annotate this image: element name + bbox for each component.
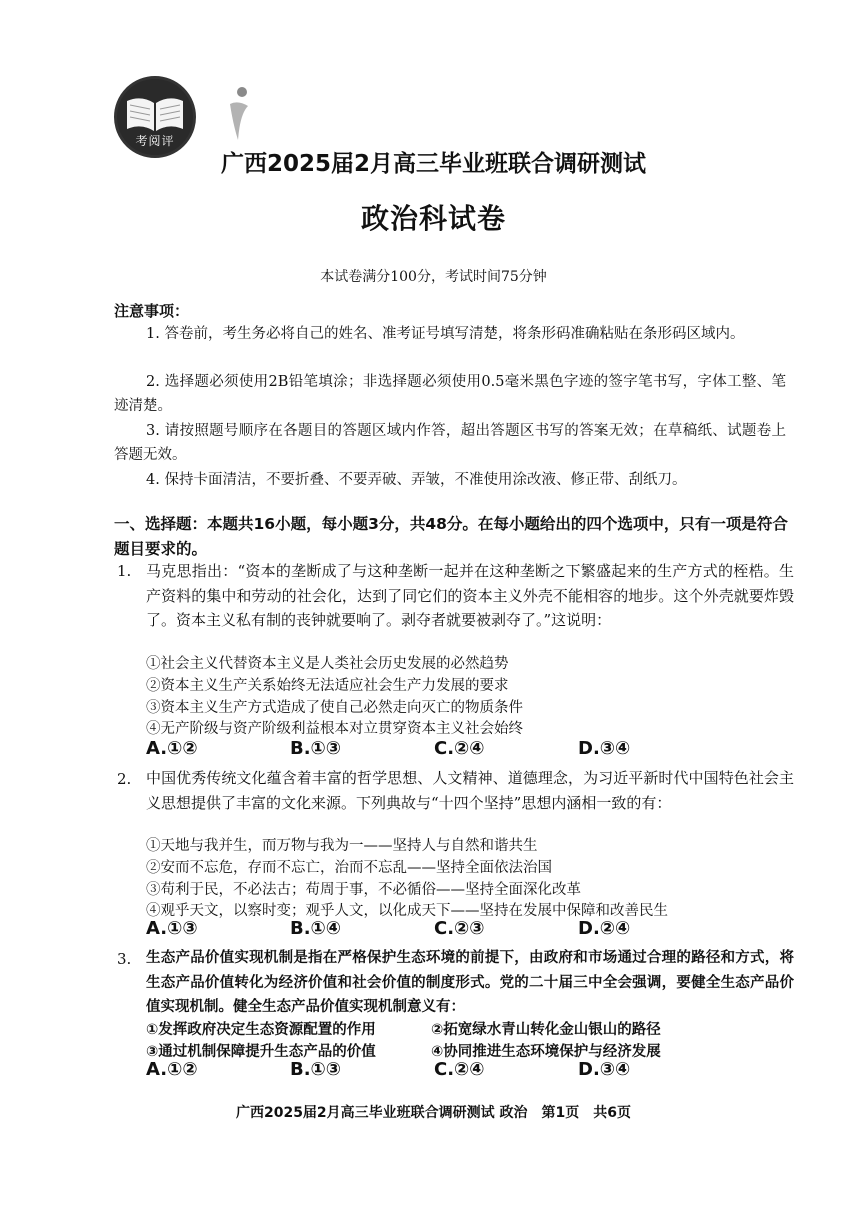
answer-choice-a[interactable]: A.①② <box>146 738 198 759</box>
exam-title: 广西2025届2月高三毕业班联合调研测试 <box>220 151 647 177</box>
question-option: ①社会主义代替资本主义是人类社会历史发展的必然趋势 <box>146 656 509 672</box>
question-option: ③通过机制保障提升生态产品的价值 <box>146 1044 376 1060</box>
question-option: ④协同推进生态环境保护与经济发展 <box>431 1044 661 1060</box>
question-option: ②拓宽绿水青山转化金山银山的路径 <box>431 1022 661 1038</box>
question-option: ②资本主义生产关系始终无法适应社会生产力发展的要求 <box>146 678 509 694</box>
question-option: ④观乎天文，以察时变；观乎人文，以化成天下——坚持在发展中保障和改善民生 <box>146 903 668 919</box>
question-option: ③苟利于民，不必法古；苟周于事，不必循俗——坚持全面深化改革 <box>146 882 581 898</box>
question-stem: 生态产品价值实现机制是指在严格保护生态环境的前提下，由政府和市场通过合理的路径和方式，将生态产品价值转化为经济价值和社会价值的制度形式。党的二十届三中全会强调，要健全生态产品价值实现机制。健全生态产品价值实现机制意义有： <box>146 950 794 1015</box>
question-stem: 马克思指出：“资本的垄断成了与这种垄断一起并在这种垄断之下繁盛起来的生产方式的桎梏。生产资料的集中和劳动的社会化，达到了同它们的资本主义外壳不能相容的地步。这个外壳就要炸毁了。资本主义私有制的丧钟就要响了。剥夺者就要被剥夺了。”这说明： <box>146 562 794 629</box>
logo-text: 考阅评 <box>135 134 175 148</box>
question-option: ④无产阶级与资产阶级利益根本对立贯穿资本主义社会始终 <box>146 721 523 737</box>
exam-info: 本试卷满分100分，考试时间75分钟 <box>320 269 547 285</box>
question-number: 1. <box>117 562 132 580</box>
question-number: 3. <box>117 950 132 968</box>
answer-choice-a[interactable]: A.①② <box>146 1059 198 1080</box>
answer-choice-b[interactable]: B.①④ <box>290 918 342 939</box>
question-option: ②安而不忘危，存而不忘亡，治而不忘乱——坚持全面依法治国 <box>146 860 552 876</box>
answer-choice-c[interactable]: C.②④ <box>434 1059 485 1080</box>
answer-choice-d[interactable]: D.③④ <box>578 1059 631 1080</box>
subject-title: 政治科试卷 <box>360 202 506 235</box>
answer-choice-a[interactable]: A.①③ <box>146 918 198 939</box>
question-option: ①天地与我并生，而万物与我为一——坚持人与自然和谐共生 <box>146 838 538 854</box>
answer-choice-b[interactable]: B.①③ <box>290 738 342 759</box>
notice-item: 4. 保持卡面清洁，不要折叠、不要弄破、弄皱，不准使用涂改液、修正带、刮纸刀。 <box>146 472 687 488</box>
question-number: 2. <box>117 770 132 788</box>
notice-item: 3. 请按照题号顺序在各题目的答题区域内作答，超出答题区书写的答案无效；在草稿纸、试题卷上答题无效。 <box>114 423 786 463</box>
answer-choice-c[interactable]: C.②③ <box>434 918 485 939</box>
section-heading: 一、选择题：本题共16小题，每小题3分，共48分。在每小题给出的四个选项中，只有一项是符合题目要求的。 <box>114 515 788 558</box>
page-footer: 广西2025届2月高三毕业班联合调研测试 政治 第1页 共6页 <box>235 1105 632 1121</box>
notice-item: 1. 答卷前，考生务必将自己的姓名、准考证号填写清楚，将条形码准确粘贴在条形码区域内。 <box>146 326 745 342</box>
answer-choice-c[interactable]: C.②④ <box>434 738 485 759</box>
answer-choice-d[interactable]: D.②④ <box>578 918 631 939</box>
question-option: ①发挥政府决定生态资源配置的作用 <box>146 1022 376 1038</box>
brand-mark-icon <box>224 84 258 144</box>
notice-title: 注意事项： <box>114 302 190 320</box>
answer-choice-b[interactable]: B.①③ <box>290 1059 342 1080</box>
notice-item: 2. 选择题必须使用2B铅笔填涂；非选择题必须使用0.5毫米黑色字迹的签字笔书写，字体工整、笔迹清楚。 <box>114 374 786 414</box>
answer-choice-d[interactable]: D.③④ <box>578 738 631 759</box>
question-option: ③资本主义生产方式造成了使自己必然走向灭亡的物质条件 <box>146 700 523 716</box>
question-stem: 中国优秀传统文化蕴含着丰富的哲学思想、人文精神、道德理念，为习近平新时代中国特色社会主义思想提供了丰富的文化来源。下列典故与“十四个坚持”思想内涵相一致的有： <box>146 769 794 812</box>
